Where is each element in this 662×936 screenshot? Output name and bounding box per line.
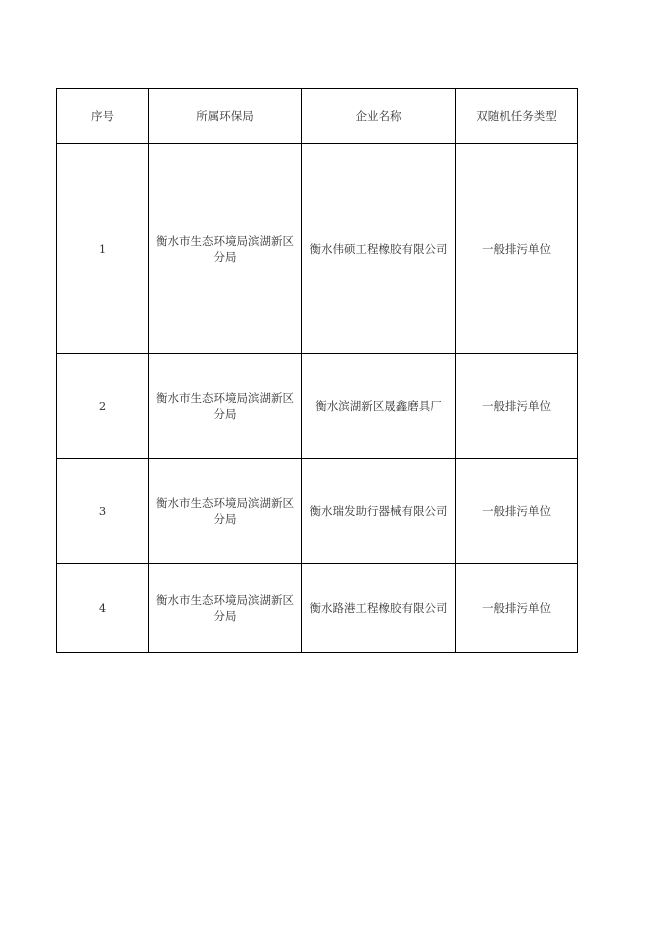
cell-serial-number: 1 <box>57 144 149 354</box>
table-row <box>57 144 578 354</box>
cell-task-type: 一般排污单位 <box>456 564 578 653</box>
cell-bureau: 衡水市生态环境局滨湖新区分局 <box>149 564 302 653</box>
enterprise-table <box>56 88 578 653</box>
header-bureau: 所属环保局 <box>149 89 302 144</box>
cell-company-name: 衡水伟硕工程橡胶有限公司 <box>302 144 456 354</box>
header-company-name: 企业名称 <box>302 89 456 144</box>
table-header-row <box>57 89 578 144</box>
cell-serial-number: 4 <box>57 564 149 653</box>
cell-bureau: 衡水市生态环境局滨湖新区分局 <box>149 144 302 354</box>
cell-task-type: 一般排污单位 <box>456 144 578 354</box>
cell-company-name: 衡水路港工程橡胶有限公司 <box>302 564 456 653</box>
header-serial-number: 序号 <box>57 89 149 144</box>
cell-bureau: 衡水市生态环境局滨湖新区分局 <box>149 459 302 564</box>
cell-task-type: 一般排污单位 <box>456 354 578 459</box>
cell-bureau: 衡水市生态环境局滨湖新区分局 <box>149 354 302 459</box>
cell-company-name: 衡水瑞发助行器械有限公司 <box>302 459 456 564</box>
cell-task-type: 一般排污单位 <box>456 459 578 564</box>
table-row <box>57 564 578 653</box>
cell-company-name: 衡水滨湖新区晟鑫磨具厂 <box>302 354 456 459</box>
header-task-type: 双随机任务类型 <box>456 89 578 144</box>
cell-serial-number: 3 <box>57 459 149 564</box>
cell-serial-number: 2 <box>57 354 149 459</box>
table-row <box>57 459 578 564</box>
table-row <box>57 354 578 459</box>
